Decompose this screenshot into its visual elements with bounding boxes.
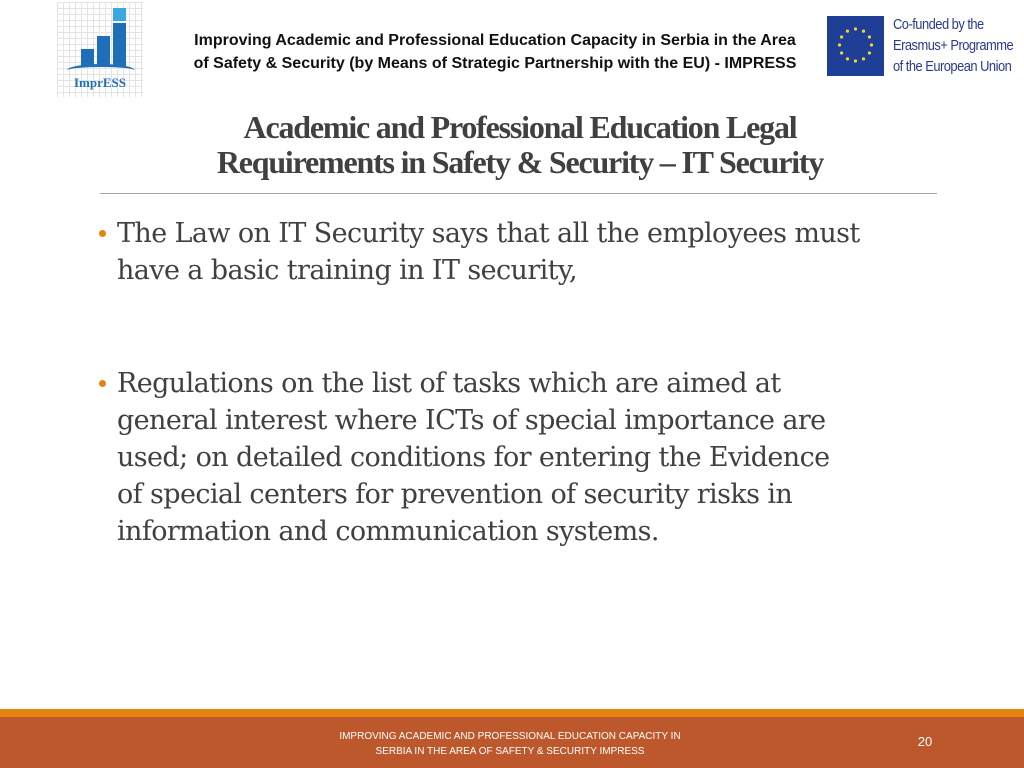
title-divider — [100, 193, 937, 194]
eu-cofunded-logo — [827, 12, 1022, 82]
footer-text-line: SERBIA IN THE AREA OF SAFETY & SECURITY IMPRESS — [375, 746, 645, 757]
logo-text: ImprESS — [73, 75, 127, 90]
eu-cofunded-text — [893, 14, 1013, 77]
bullet-text-line: have a basic training in IT security, — [117, 255, 577, 286]
bullet-text-line: used; on detailed conditions for entering the Evidence — [117, 442, 830, 473]
logo-bar-top — [113, 8, 126, 21]
footer-accent-stripe — [0, 709, 1024, 717]
bullet-item — [97, 215, 947, 289]
project-title: Improving Academic and Professional Education Capacity in Serbia in the Area of Safety & Security (by Means of Strategic Partnership with the EU) - IMPRESS — [193, 32, 797, 72]
bullet-dot-icon — [99, 380, 106, 387]
footer-text-line: IMPROVING ACADEMIC AND PROFESSIONAL EDUCATION CAPACITY IN — [339, 731, 681, 742]
page-number: 20 — [917, 734, 933, 749]
bullet-item — [97, 365, 947, 550]
logo-bar-large — [113, 23, 126, 66]
slide-title-line: Academic and Professional Education Legal — [243, 109, 797, 145]
bullet-text-line: general interest where ICTs of special importance are — [117, 405, 826, 436]
bullet-text-line: information and communication systems. — [117, 516, 659, 547]
bullet-text-line: The Law on IT Security says that all the employees must — [117, 218, 860, 249]
slide-title — [100, 110, 940, 180]
footer-text — [300, 729, 720, 759]
slide-content — [97, 215, 947, 550]
eu-text-line: Co-funded by the — [893, 16, 984, 33]
slide-footer — [0, 717, 1024, 768]
bullet-text-line: Regulations on the list of tasks which are aimed at — [117, 368, 781, 399]
impress-logo — [57, 2, 143, 97]
eu-text-line: of the European Union — [893, 58, 1012, 75]
logo-bar-medium — [97, 36, 110, 66]
eu-text-line: Erasmus+ Programme — [893, 37, 1014, 54]
bullet-dot-icon — [99, 230, 106, 237]
eu-flag-icon — [827, 16, 884, 76]
slide-title-line: Requirements in Safety & Security – IT Security — [216, 144, 824, 180]
bullet-text-line: of special centers for prevention of security risks in — [117, 479, 793, 510]
